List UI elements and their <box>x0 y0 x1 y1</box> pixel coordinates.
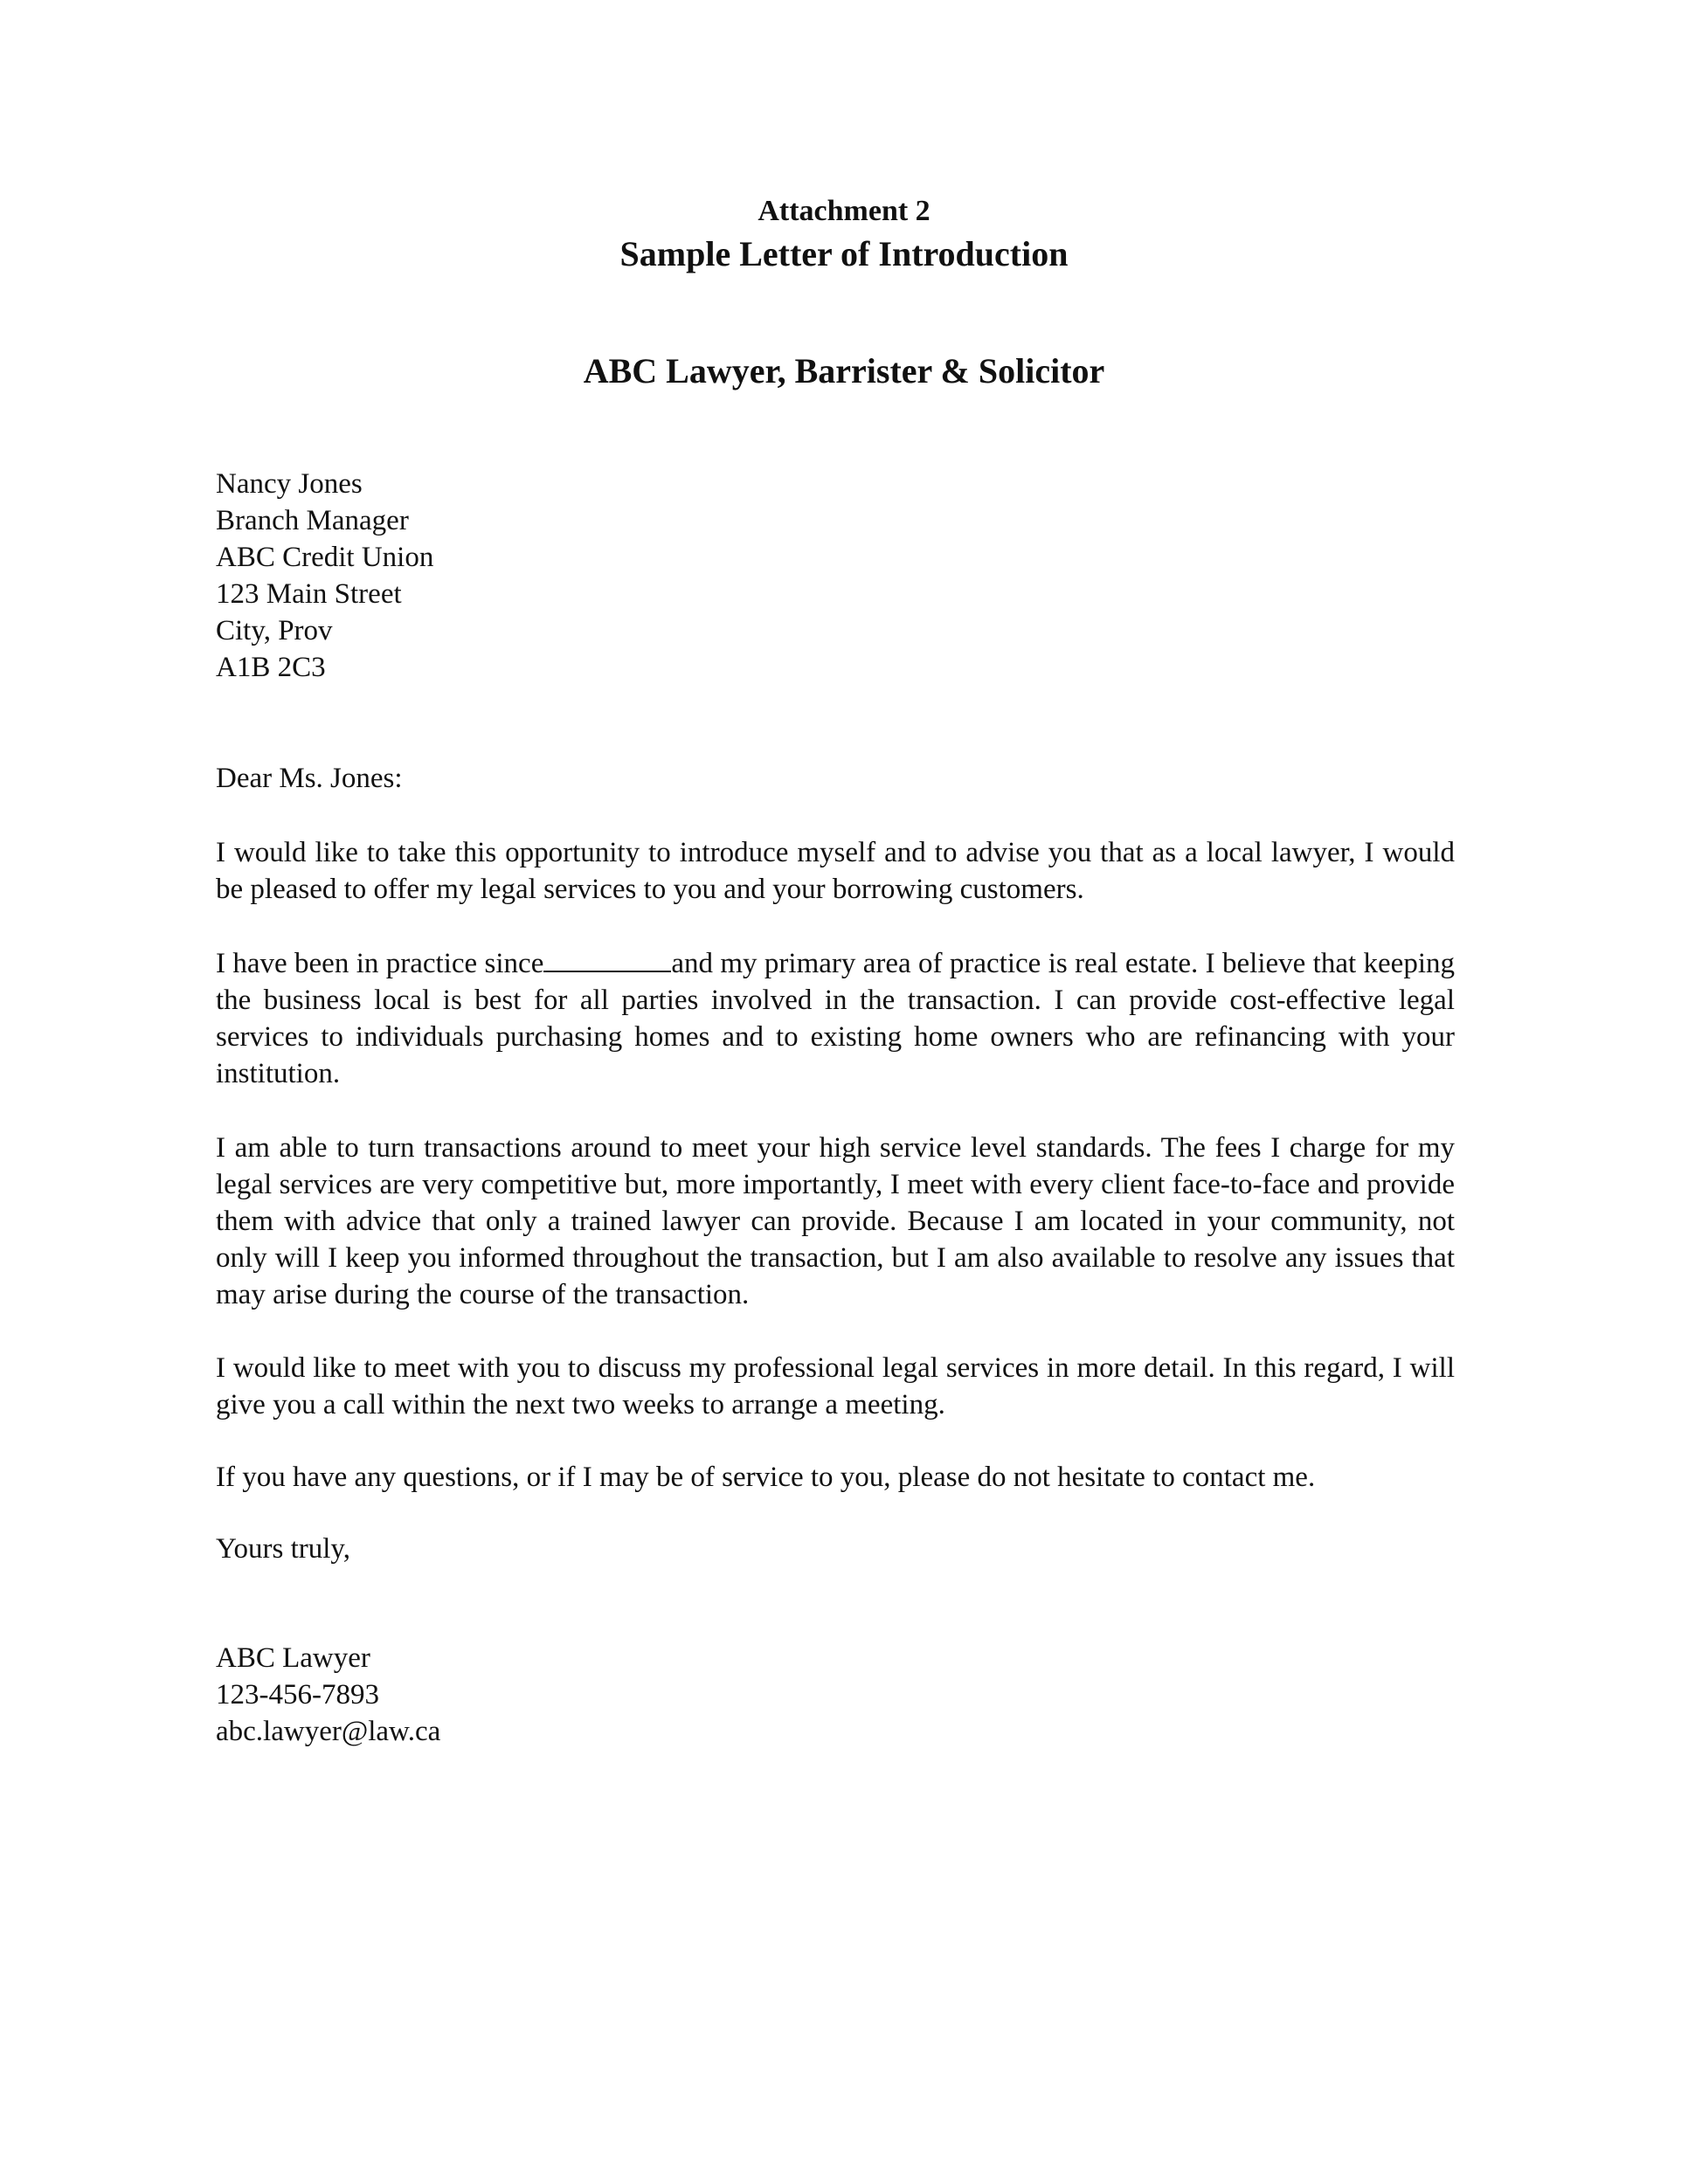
closing: Yours truly, <box>216 1533 351 1565</box>
recipient-street: 123 Main Street <box>216 578 402 610</box>
body-paragraph-4: I would like to meet with you to discuss my professional legal services in more detail. In this regard, I will give you a call within the next two weeks to arrange a meeting. <box>216 1352 1455 1420</box>
body-paragraph-1: I would like to take this opportunity to introduce myself and to advise you that as a local lawyer, I would be pleased to offer my legal services to you and your borrowing customers. <box>216 837 1455 905</box>
recipient-organization: ABC Credit Union <box>216 542 434 573</box>
recipient-address-block <box>216 466 1455 686</box>
signature-email: abc.lawyer@law.ca <box>216 1716 441 1747</box>
recipient-city-province: City, Prov <box>216 615 333 646</box>
attachment-label: Attachment 2 <box>758 195 930 227</box>
firm-name: ABC Lawyer, Barrister & Solicitor <box>583 351 1105 390</box>
body-paragraph-5: If you have any questions, or if I may be of service to you, please do not hesitate to contact me. <box>216 1462 1316 1493</box>
signature-name: ABC Lawyer <box>216 1642 370 1674</box>
signature-block <box>216 1640 1455 1750</box>
recipient-postal-code: A1B 2C3 <box>216 652 326 683</box>
recipient-name: Nancy Jones <box>216 468 363 500</box>
signature-phone: 123-456-7893 <box>216 1679 379 1711</box>
body-paragraph-2 <box>216 945 1455 1092</box>
recipient-title: Branch Manager <box>216 505 409 536</box>
paragraph-2-lead: I have been in practice since <box>216 948 544 979</box>
document-title: Sample Letter of Introduction <box>619 234 1069 273</box>
salutation: Dear Ms. Jones: <box>216 763 403 794</box>
paragraph-2-rest: and my primary area of practice is real estate. I believe that keeping the business local is best for all parties involved in the transaction. I can provide cost-effective legal services to individuals purchasing homes and to existing home owners who are refinancing with your institution. <box>216 948 1455 1089</box>
body-paragraph-3: I am able to turn transactions around to meet your high service level standards. The fees I charge for my legal services are very competitive but, more importantly, I meet with every client face-to-face and provide them with advice that only a trained lawyer can provide. Because I am located in your community, not only will I keep you informed throughout the transaction, but I am also available to resolve any issues that may arise during the course of the transaction. <box>216 1132 1455 1310</box>
year-blank-line <box>543 948 671 972</box>
